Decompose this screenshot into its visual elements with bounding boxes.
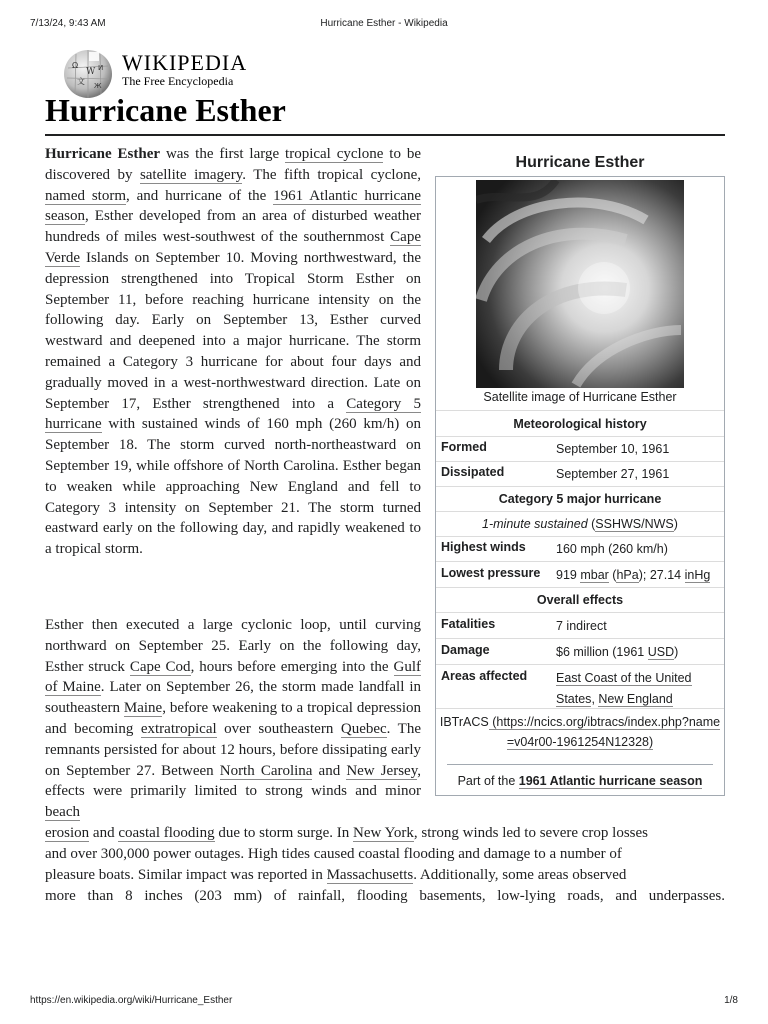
lead-paragraph [45, 144, 421, 560]
ibtracs-reference [439, 712, 721, 752]
cont-text: and [89, 825, 119, 841]
link-category-5-hurricane[interactable]: Category 5 hurricane [45, 395, 422, 433]
row-formed [436, 436, 724, 462]
second-text: and [312, 762, 347, 779]
link-satellite-imagery[interactable]: satellite imagery [139, 166, 243, 183]
lead-text: with sustained winds of 160 mph (260 km/h) on September 18. The storm curved north-northeastward on September 19, while offshore of North Carolina. Esther began to weaken while approaching New England and fell to Category 3 intensity on September 21. The storm turned eastward early on the following day, and rapidly weakened to a tropical storm. [45, 416, 421, 558]
label-damage: Damage [441, 643, 490, 657]
section-overall-effects: Overall effects [436, 587, 724, 613]
link-north-carolina[interactable]: North Carolina [219, 762, 313, 779]
part-of-season [435, 774, 725, 788]
section-category: Category 5 major hurricane [436, 486, 724, 512]
row-highest-winds [436, 536, 724, 562]
link-named-storm[interactable]: named storm [45, 187, 127, 204]
link-1961-atlantic-hurricane-season[interactable]: 1961 Atlantic hurricane season [45, 187, 422, 225]
second-paragraph [45, 615, 421, 823]
paragraph-continued-line-1 [45, 823, 725, 844]
satellite-image[interactable] [476, 180, 684, 388]
row-damage [436, 638, 724, 665]
lead-text: , Esther developed from an area of disturbed weather hundreds of miles west-southwest of the southernmost [45, 208, 421, 246]
second-text: , hours before emerging into the [190, 658, 394, 675]
paragraph-continued-line-4: more than 8 inches (203 mm) of rainfall, flooding basements, low-lying roads, and underpasses. [45, 888, 725, 904]
value-highest-winds: 160 mph (260 km/h) [556, 542, 668, 556]
lead-text: to be discovered by [45, 146, 421, 183]
damage-text: $6 million (1961 [556, 645, 648, 659]
second-text: , effects were primarily limited to strong winds and minor [45, 762, 421, 800]
globe-glyph-1: Ω [72, 61, 79, 70]
page-title: Hurricane Esther [45, 92, 286, 128]
label-dissipated: Dissipated [441, 465, 505, 479]
infobox [435, 146, 725, 796]
title-divider [45, 134, 725, 136]
cont-text: , strong winds led to severe crop losses [413, 825, 649, 841]
label-areas-affected: Areas affected [441, 669, 528, 683]
globe-glyph-2: W [86, 67, 96, 77]
link-maine[interactable]: Maine [123, 700, 163, 717]
areas-sep: , [591, 692, 599, 706]
cont-text: . Additionally, some areas observed [413, 867, 627, 883]
globe-glyph-4: 文 [77, 77, 85, 86]
paragraph-continued-line-2: and over 300,000 power outages. High tides caused coastal flooding and damage to a number of [45, 846, 622, 862]
label-highest-winds: Highest winds [441, 540, 526, 554]
lead-bold-subject: Hurricane Esther [45, 146, 161, 162]
link-hpa[interactable]: hPa [616, 568, 639, 582]
link-massachusetts[interactable]: Massachusetts [326, 867, 414, 883]
label-lowest-pressure: Lowest pressure [441, 566, 541, 580]
row-sustained [436, 511, 724, 537]
wikipedia-tagline: The Free Encyclopedia [122, 74, 234, 88]
link-mbar[interactable]: mbar [580, 568, 609, 582]
pressure-text: 919 [556, 568, 581, 582]
lead-text: , and hurricane of the [126, 187, 274, 204]
value-damage [556, 642, 721, 662]
part-of-divider [447, 764, 713, 765]
globe-glyph-5: Ж [94, 82, 102, 90]
label-fatalities: Fatalities [441, 617, 496, 631]
print-url: https://en.wikipedia.org/wiki/Hurricane_Esther [30, 995, 233, 1006]
pressure-text: ); 27.14 [638, 568, 685, 582]
sustained-paren: ( [587, 517, 596, 531]
second-text: . Later on September 26, the storm made landfall in southeastern [45, 679, 421, 717]
pressure-text: ( [608, 568, 617, 582]
link-tropical-cyclone[interactable]: tropical cyclone [285, 146, 384, 162]
part-of-text: Part of the [457, 774, 519, 788]
link-cape-cod[interactable]: Cape Cod [129, 658, 191, 675]
label-formed: Formed [441, 440, 487, 454]
infobox-title: Hurricane Esther [515, 154, 645, 171]
sustained-text: 1-minute sustained [482, 517, 588, 531]
ibtracs-label: IBTrACS [439, 715, 489, 729]
lead-text: was the first large [160, 146, 286, 162]
link-coastal-flooding[interactable]: coastal flooding [118, 825, 215, 841]
link-gulf-of-maine[interactable]: Gulf of Maine [45, 658, 421, 696]
link-new-jersey[interactable]: New Jersey [346, 762, 418, 779]
link-quebec[interactable]: Quebec [340, 720, 387, 737]
link-usd[interactable]: USD [647, 645, 675, 659]
value-formed: September 10, 1961 [556, 442, 670, 456]
lead-text: Islands on September 10. Moving northwestward, the depression strengthened into Tropical Storm Esther on September 11, before reaching hurricane intensity on the following day. Early on September 13, Esther curved westward and deepened into a major hurricane. The storm remained a Category 3 hurricane for about four days and gradually moved in a west-northwestward direction. Late on September 17, Esther strengthened into a [45, 249, 421, 412]
link-cape-verde[interactable]: Cape Verde [45, 229, 421, 266]
cont-text: due to storm surge. In [214, 825, 354, 841]
value-fatalities: 7 indirect [556, 619, 607, 633]
lead-text: . The fifth tropical cyclone, [242, 166, 421, 183]
sustained-paren: ) [673, 517, 678, 531]
second-text: over southeastern [216, 720, 341, 737]
link-extratropical[interactable]: extratropical [140, 720, 217, 737]
section-met-history: Meteorological history [436, 410, 724, 437]
value-lowest-pressure [556, 565, 721, 585]
print-datetime: 7/13/24, 9:43 AM [30, 18, 106, 29]
wikipedia-wordmark[interactable]: WIKIPEDIA [122, 50, 248, 75]
paragraph-continued-line-3 [45, 865, 725, 886]
infobox-caption: Satellite image of Hurricane Esther [483, 390, 677, 404]
ibtracs-divider [436, 708, 724, 709]
second-text: . The remnants persisted for about 12 hours, before dissipating early on September 27. Between [45, 720, 421, 779]
cont-text: pleasure boats. Similar impact was reported in [45, 867, 327, 883]
link-part-of-1961-season[interactable]: 1961 Atlantic hurricane season [518, 774, 703, 788]
second-text: , before weakening to a tropical depression and becoming [45, 700, 421, 737]
print-page-number: 1/8 [724, 995, 738, 1006]
link-ibtracs[interactable]: (https://ncics.org/ibtracs/index.php?name=v04r00-1961254N12328) [488, 715, 721, 749]
link-beach-erosion[interactable]: beach [45, 804, 80, 821]
row-dissipated [436, 461, 724, 487]
print-page-title: Hurricane Esther - Wikipedia [320, 18, 448, 29]
link-new-england[interactable]: New England [598, 692, 673, 706]
link-sshws-nws[interactable]: SSHWS/NWS [595, 517, 674, 531]
row-lowest-pressure [436, 561, 724, 588]
value-dissipated: September 27, 1961 [556, 467, 670, 481]
second-text: Esther then executed a large cyclonic loop, until curving northward on September 25. Early on the following day, Esther struck [45, 617, 421, 675]
link-east-coast[interactable]: East Coast of the United States [556, 671, 692, 706]
globe-glyph-3: И [98, 64, 104, 72]
link-inhg[interactable]: inHg [684, 568, 711, 582]
row-areas-affected [436, 664, 724, 709]
link-new-york[interactable]: New York [353, 825, 414, 841]
damage-text: ) [674, 645, 679, 659]
row-fatalities [436, 612, 724, 639]
value-areas-affected [556, 668, 721, 710]
link-beach-erosion-cont[interactable]: erosion [45, 825, 90, 841]
